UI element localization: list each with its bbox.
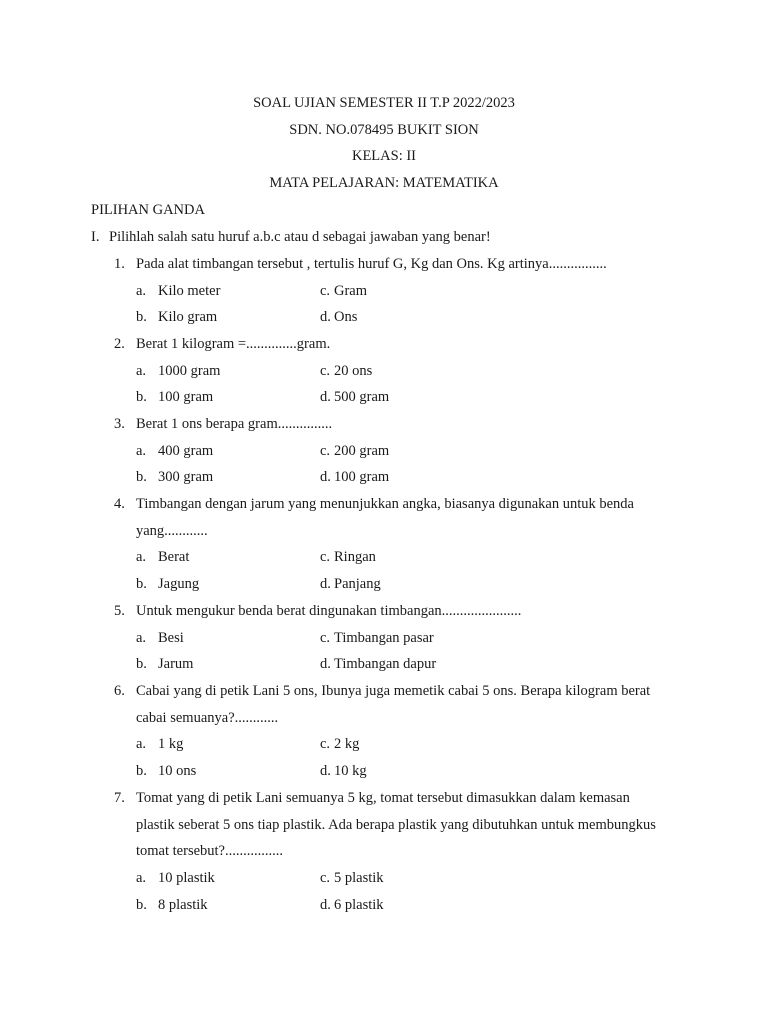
- option-text[interactable]: Ons: [334, 309, 358, 325]
- option-letter[interactable]: a.: [136, 363, 147, 379]
- question-text: cabai semuanya?............: [136, 710, 279, 726]
- option-letter[interactable]: c.: [320, 443, 331, 459]
- option-text[interactable]: 1 kg: [158, 736, 184, 752]
- question-text: plastik seberat 5 ons tiap plastik. Ada berapa plastik yang dibutuhkan untuk membungkus: [136, 817, 656, 833]
- option-text[interactable]: Ringan: [334, 549, 376, 565]
- question-number: 3.: [114, 416, 125, 432]
- option-text[interactable]: 300 gram: [158, 469, 214, 485]
- option-letter[interactable]: c.: [320, 283, 331, 299]
- option-letter[interactable]: b.: [136, 309, 147, 325]
- question-text: Timbangan dengan jarum yang menunjukkan angka, biasanya digunakan untuk benda: [136, 496, 634, 512]
- option-letter[interactable]: c.: [320, 363, 331, 379]
- question-text: Untuk mengukur benda berat dingunakan timbangan......................: [136, 603, 522, 619]
- question-text: yang............: [136, 523, 208, 539]
- option-letter[interactable]: a.: [136, 870, 147, 886]
- option-letter[interactable]: b.: [136, 576, 147, 592]
- option-text[interactable]: Gram: [334, 283, 368, 299]
- option-letter[interactable]: c.: [320, 870, 331, 886]
- option-letter[interactable]: b.: [136, 469, 147, 485]
- option-letter[interactable]: a.: [136, 630, 147, 646]
- option-letter[interactable]: c.: [320, 630, 331, 646]
- option-text[interactable]: Jagung: [158, 576, 200, 592]
- option-letter[interactable]: b.: [136, 389, 147, 405]
- question-text: Berat 1 kilogram =..............gram.: [136, 336, 331, 352]
- option-letter[interactable]: d.: [320, 469, 331, 485]
- question-number: 4.: [114, 496, 125, 512]
- option-text[interactable]: Besi: [158, 630, 184, 646]
- option-text[interactable]: 10 plastik: [158, 870, 215, 886]
- option-text[interactable]: 200 gram: [334, 443, 390, 459]
- option-text[interactable]: 6 plastik: [334, 897, 384, 913]
- option-letter[interactable]: d.: [320, 309, 331, 325]
- option-letter[interactable]: b.: [136, 763, 147, 779]
- option-letter[interactable]: a.: [136, 443, 147, 459]
- question-text: Cabai yang di petik Lani 5 ons, Ibunya juga memetik cabai 5 ons. Berapa kilogram berat: [136, 683, 651, 699]
- option-letter[interactable]: c.: [320, 549, 331, 565]
- option-text[interactable]: 10 ons: [158, 763, 197, 779]
- option-text[interactable]: 500 gram: [334, 389, 390, 405]
- question-number: 2.: [114, 336, 125, 352]
- section-roman-numeral: I.: [91, 229, 100, 245]
- option-letter[interactable]: d.: [320, 763, 331, 779]
- question-text: tomat tersebut?................: [136, 843, 283, 859]
- question-number: 1.: [114, 256, 125, 272]
- option-letter[interactable]: a.: [136, 549, 147, 565]
- option-text[interactable]: Timbangan pasar: [334, 630, 434, 646]
- question-text: Pada alat timbangan tersebut , tertulis huruf G, Kg dan Ons. Kg artinya................: [136, 256, 607, 272]
- grade-label: KELAS: II: [351, 148, 417, 164]
- option-letter[interactable]: c.: [320, 736, 331, 752]
- option-text[interactable]: Timbangan dapur: [334, 656, 437, 672]
- option-text[interactable]: 5 plastik: [334, 870, 384, 886]
- option-letter[interactable]: b.: [136, 656, 147, 672]
- option-letter[interactable]: d.: [320, 656, 331, 672]
- question-number: 7.: [114, 790, 125, 806]
- option-letter[interactable]: d.: [320, 389, 331, 405]
- option-text[interactable]: 1000 gram: [158, 363, 221, 379]
- option-letter[interactable]: b.: [136, 897, 147, 913]
- option-text[interactable]: 100 gram: [334, 469, 390, 485]
- school-name: SDN. NO.078495 BUKIT SION: [289, 122, 479, 138]
- option-text[interactable]: Berat: [158, 549, 190, 565]
- option-text[interactable]: 2 kg: [334, 736, 360, 752]
- question-text: Tomat yang di petik Lani semuanya 5 kg, tomat tersebut dimasukkan dalam kemasan: [136, 790, 630, 806]
- question-text: Berat 1 ons berapa gram...............: [136, 416, 333, 432]
- option-text[interactable]: Panjang: [334, 576, 381, 592]
- option-text[interactable]: 400 gram: [158, 443, 214, 459]
- option-text[interactable]: Kilo meter: [158, 283, 221, 299]
- subject-label: MATA PELAJARAN: MATEMATIKA: [269, 175, 499, 191]
- option-text[interactable]: Kilo gram: [158, 309, 218, 325]
- question-number: 6.: [114, 683, 125, 699]
- option-letter[interactable]: d.: [320, 897, 331, 913]
- exam-title: SOAL UJIAN SEMESTER II T.P 2022/2023: [253, 95, 515, 111]
- option-text[interactable]: 100 gram: [158, 389, 214, 405]
- option-letter[interactable]: d.: [320, 576, 331, 592]
- option-text[interactable]: Jarum: [158, 656, 194, 672]
- option-text[interactable]: 8 plastik: [158, 897, 208, 913]
- section-heading: PILIHAN GANDA: [91, 202, 205, 218]
- option-text[interactable]: 10 kg: [334, 763, 367, 779]
- question-number: 5.: [114, 603, 125, 619]
- section-instruction: Pilihlah salah satu huruf a.b.c atau d sebagai jawaban yang benar!: [109, 229, 491, 245]
- option-letter[interactable]: a.: [136, 736, 147, 752]
- option-letter[interactable]: a.: [136, 283, 147, 299]
- option-text[interactable]: 20 ons: [334, 363, 373, 379]
